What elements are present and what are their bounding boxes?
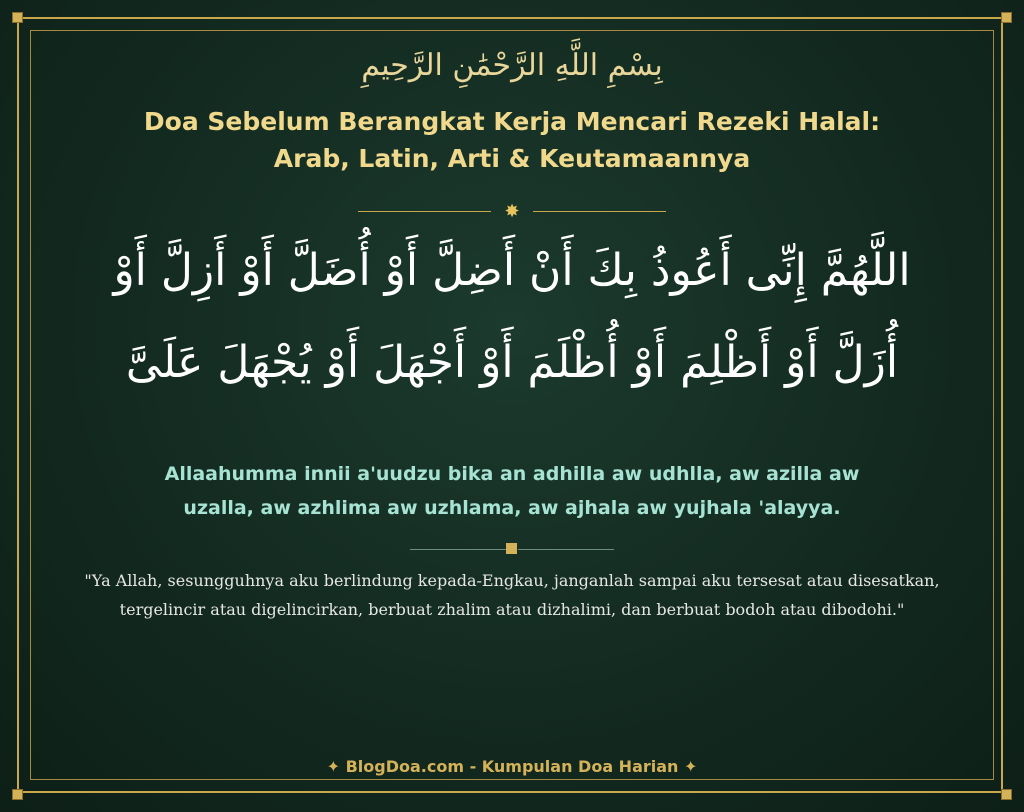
translation-text — [70, 566, 954, 624]
basmalah: بِسْمِ اللَّهِ الرَّحْمَٰنِ الرَّحِيمِ — [361, 48, 663, 83]
corner-ornament-top-left — [12, 12, 23, 23]
title-line-2: Arab, Latin, Arti & Keutamaannya — [273, 144, 751, 173]
diamond-ornament-icon — [506, 543, 517, 554]
latin-line-2: uzalla, aw azhlima aw uzhlama, aw ajhala aw yujhala 'alayya. — [183, 497, 841, 519]
translation-line-1: "Ya Allah, sesungguhnya aku berlindung kepada-Engkau, janganlah sampai aku tersesat atau disesatkan, — [84, 571, 940, 590]
star-ornament-icon: ✸ — [504, 201, 520, 222]
arabic-line-2: أُزَلَّ أَوْ أَظْلِمَ أَوْ أُظْلَمَ أَوْ أَجْهَلَ أَوْ يُجْهَلَ عَلَىَّ — [125, 337, 899, 388]
latin-line-1: Allaahumma innii a'uudzu bika an adhilla aw udhlla, aw azilla aw — [164, 463, 860, 485]
arabic-line-1: اللَّهُمَّ إِنِّى أَعُوذُ بِكَ أَنْ أَضِلَّ أَوْ أُضَلَّ أَوْ أَزِلَّ أَوْ — [113, 245, 911, 296]
divider-right — [533, 211, 666, 212]
divider-small-right — [518, 549, 614, 550]
latin-transliteration — [80, 457, 944, 525]
corner-ornament-top-right — [1001, 12, 1012, 23]
page-title — [60, 103, 964, 177]
corner-ornament-bottom-right — [1001, 789, 1012, 800]
divider-left — [358, 211, 491, 212]
translation-line-2: tergelincir atau digelincirkan, berbuat zhalim atau dizhalimi, dan berbuat bodoh atau dibodohi." — [119, 600, 905, 619]
corner-ornament-bottom-left — [12, 789, 23, 800]
divider-small-left — [410, 549, 506, 550]
arabic-prayer-text — [55, 225, 969, 409]
footer-credit: ✦ BlogDoa.com - Kumpulan Doa Harian ✦ — [326, 757, 698, 776]
title-line-1: Doa Sebelum Berangkat Kerja Mencari Rezeki Halal: — [143, 107, 881, 136]
